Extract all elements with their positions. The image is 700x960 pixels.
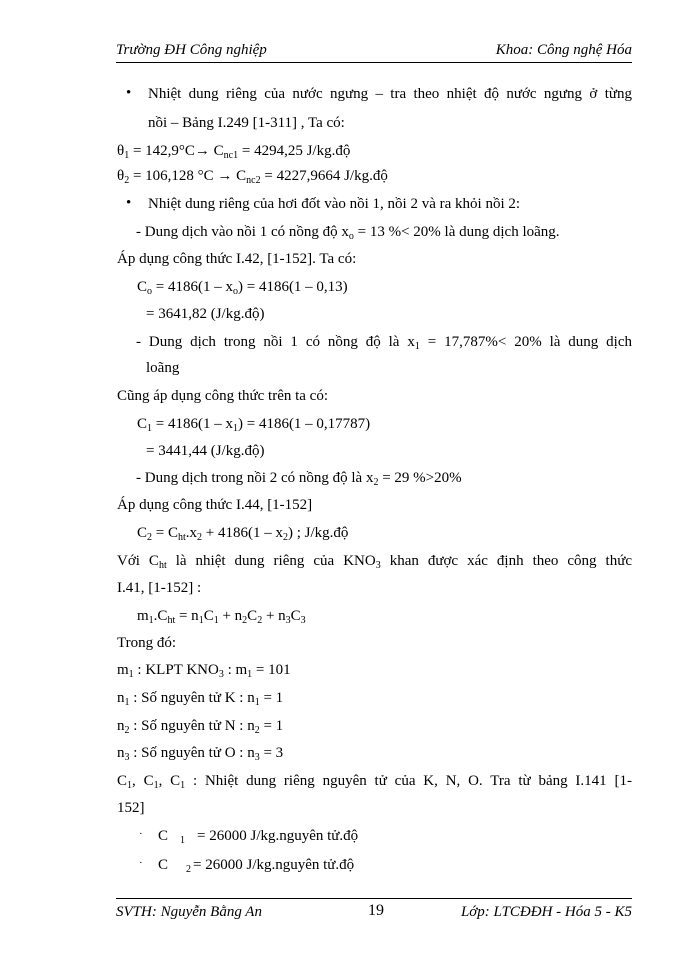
footer-class: Lớp: LTCĐĐH - Hóa 5 - K5 bbox=[460, 904, 632, 920]
header-school: Trường ĐH Công nghiệp bbox=[116, 42, 267, 58]
page-number: 19 bbox=[368, 902, 384, 919]
equation-c2: $C_2 = C_{ht}.x_2 + 4186(1 - x_2)$ ; J/kg.độ bbox=[137, 525, 349, 543]
equation-c1: $C_1 = 4186(1 - x_1) = 4186(1 - 0,17787)$ bbox=[137, 416, 371, 434]
paragraph-line: - Dung dịch vào nồi 1 có nồng độ $x_o = 13$ %< 20% là dung dịch loãng. bbox=[136, 224, 560, 242]
definition-n1: $n_1$ : Số nguyên tử K : $n_1 = 1$ bbox=[117, 690, 284, 708]
paragraph-line: Cũng áp dụng công thức trên ta có: bbox=[117, 388, 328, 404]
paragraph-line: Với $C_{ht}$ là nhiệt dung riêng của $KNO_3$ khan được xác định theo công thức bbox=[117, 553, 633, 571]
paragraph-line: 152] bbox=[117, 800, 145, 816]
paragraph-line: $C_1$, $C_1$, $C_1$ : Nhiệt dung riêng nguyên tử của K, N, O. Tra từ bảng I.141 [1- bbox=[117, 773, 632, 791]
paragraph-line: Áp dụng công thức I.44, [1-152] bbox=[117, 497, 313, 513]
small-bullet-icon: · bbox=[139, 828, 143, 840]
definition-n2: $n_2$ : Số nguyên tử N : $n_2 = 1$ bbox=[117, 718, 284, 736]
small-bullet-icon: · bbox=[139, 857, 143, 869]
paragraph-line: loãng bbox=[146, 360, 180, 376]
paragraph-line: - Dung dịch trong nồi 2 có nồng độ là $x_2 = 29$ %>20% bbox=[136, 470, 462, 488]
definition-m1: $m_1$ : KLPT $KNO_3$ : $m_1 = 101$ bbox=[117, 662, 291, 680]
equation-c1-result: = 3441,44 (J/kg.độ) bbox=[146, 443, 265, 459]
equation-co-result: = 3641,82 (J/kg.độ) bbox=[146, 306, 265, 322]
equation-theta2: $\theta_2 = 106,128$ $^\circ C \to C_{nc2} = 4227,9664$ J/kg.độ bbox=[117, 168, 388, 186]
paragraph-line: - Dung dịch trong nồi 1 có nồng độ là $x_1 = 17,787\%< 20\%$ là dung dịch bbox=[136, 334, 633, 352]
paragraph-line: Áp dụng công thức I.42, [1-152]. Ta có: bbox=[117, 251, 357, 267]
paragraph-line: Trong đó: bbox=[117, 635, 177, 651]
equation-theta1: $\theta_1 = 142,9^\circ C\to C_{nc1} = 4294,25$ J/kg.độ bbox=[117, 143, 351, 161]
header-faculty: Khoa: Công nghệ Hóa bbox=[495, 42, 632, 58]
list-item: C $_1$ = 26000 J/kg.nguyên tử.độ bbox=[158, 828, 359, 846]
page-header bbox=[116, 40, 632, 63]
paragraph-line: I.41, [1-152] : bbox=[117, 580, 202, 596]
footer-student: SVTH: Nguyễn Bằng An bbox=[116, 904, 262, 920]
paragraph-line: Nhiệt dung riêng của hơi đốt vào nồi 1, nồi 2 và ra khỏi nồi 2: bbox=[148, 196, 521, 212]
paragraph-line: Nhiệt dung riêng của nước ngưng – tra theo nhiệt độ nước ngưng ở từng bbox=[148, 86, 632, 102]
bullet-icon: • bbox=[126, 195, 132, 211]
page-footer bbox=[116, 898, 632, 925]
definition-n3: $n_3$ : Số nguyên tử O : $n_3 = 3$ bbox=[117, 745, 284, 763]
list-item: C $_2$ = 26000 J/kg.nguyên tử.độ bbox=[158, 857, 355, 875]
equation-m1: $m_1.C_{ht} = n_1C_1 + n_2C_2 + n_3C_3$ bbox=[137, 608, 306, 626]
bullet-icon: • bbox=[126, 85, 132, 101]
paragraph-line: nồi – Bảng I.249 [1-311] , Ta có: bbox=[148, 115, 345, 131]
equation-co: $C_o = 4186(1 - x_o) = 4186(1 - 0,13)$ bbox=[137, 279, 348, 297]
